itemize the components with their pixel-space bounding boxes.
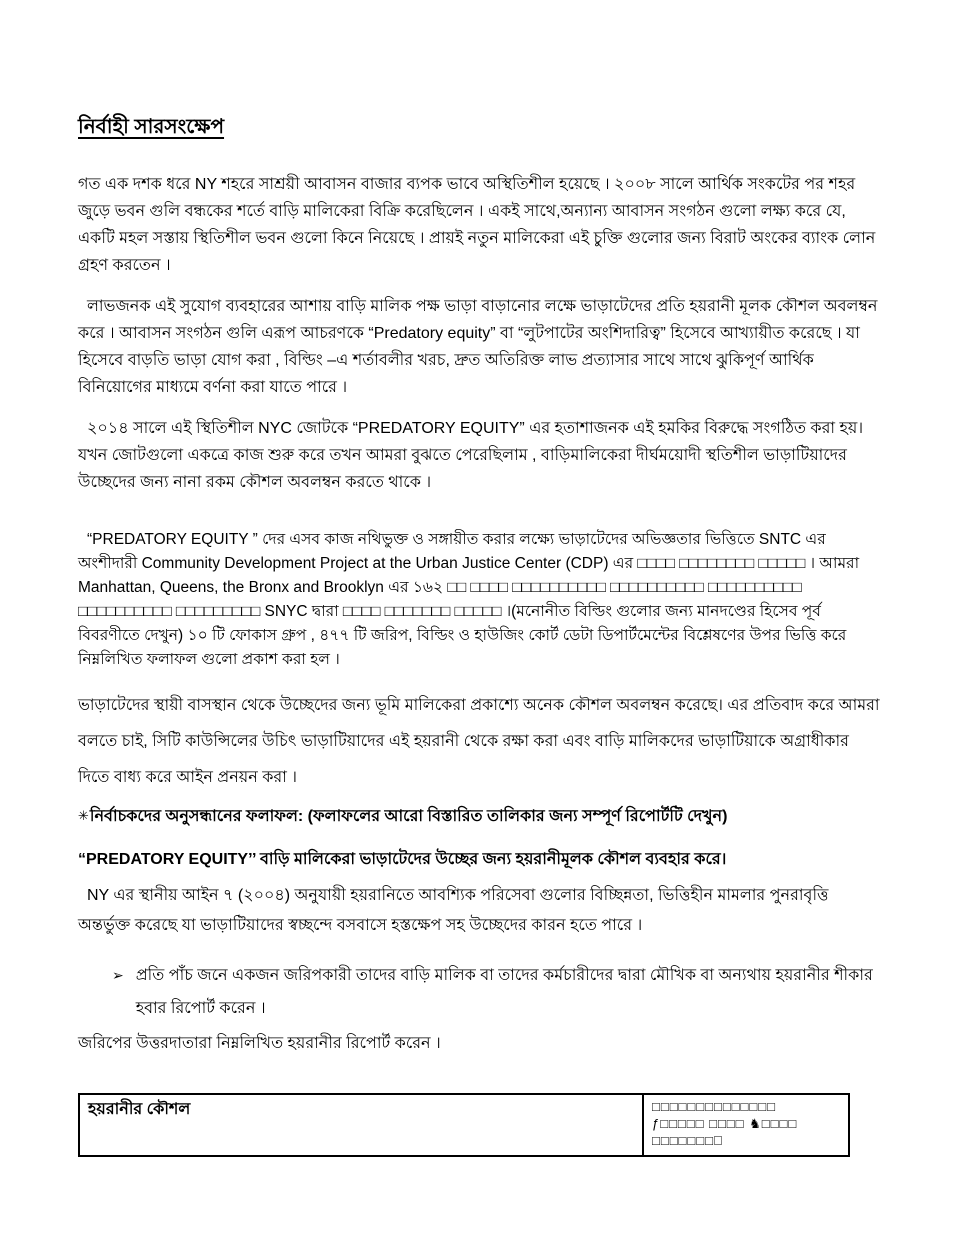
paragraph-landlord-tactics: লাভজনক এই সুযোগ ব্যবহারের আশায় বাড়ি মালিক পক্ষ ভাড়া বাড়ানোর লক্ষে ভাড়াটেদের প্রতি হয়রানী মূলক কৌশল অবলম্বন করে । আবাসন সংগঠন গুলি এরূপ আচরণকে “Predatory equity” বা “লুটপাটের অংশিদারিত্ব” হিসেবে আখ্যায়ীত করেছে । যা হিসেবে বাড়তি ভাড়া যোগ করা , বিল্ডিং –এ শর্তাবলীর খরচ, দ্রুত অতিরিক্ত লাভ প্রত্যাসার সাথে সাথে ঝুকিপূর্ণ আর্থিক বিনিয়োগের মাধ্যমে বর্ণনা করা যাতে পারে । — [78, 298, 878, 396]
paragraph-housing-market: গত এক দশক ধরে NY শহরে সাশ্রয়ী আবাসন বাজার ব্যপক ভাবে অস্থিতিশীল হয়েছে । ২০০৮ সালে আর্থিক সংকটের পর শহর জুড়ে ভবন গুলি বন্ধকের শর্তে বাড়ি মালিকেরা বিক্রি করেছিলেন । একই সাথে,অন্যান্য আবাসন সংগঠন গুলো লক্ষ্য করে যে, একটি মহল সস্তায় স্থিতিশীল ভবন গুলো কিনে নিয়েছে । প্রায়ই নতুন মালিকেরা এই চুক্তি গুলোর জন্য বিরাট অংকের ব্যাংক লোন গ্রহণ করতেন । — [78, 176, 876, 274]
bullet-item-harassment-stat — [112, 959, 882, 1025]
garbled-text-line: □□□□□□□□□□□□□□ — [652, 1099, 776, 1114]
paragraph-cdp-methodology: “PREDATORY EQUITY ” দের এসব কাজ নথিভুক্ত ও সঙ্গায়ীত করার লক্ষ্যে ভাড়াটেদের অভিজ্ঞতার ভিত্তিতে SNTC এর অংশীদারী Community Development Project at the Urban Justice Center (CDP) এর □□□□ □□□□□□□□ □□□□□ । আমরা Manhattan, Queens, the Bronx and Brooklyn এর ১৬২ □□ □□□□ □□□□□□□□□□ □□□□□□□□□□ □□□□□□□□□□ □□□□□□□□□□ □□□□□□□□□ SNYC দ্বারা □□□□ □□□□□□□ □□□□□ ।(মনোনীত বিল্ডিং গুলোর জন্য মানদণ্ডের হিসেব পূর্ব বিবরণীতে দেখুন) ১০ টি ফোকাস গ্রুপ , ৪৭৭ টি জরিপ, বিল্ডিং ও হাউজিং কোর্ট ডেটা ডিপার্টমেন্টের বিশ্লেষণের উপর ভিত্তি করে নিম্নলিখিত ফলাফল গুলো প্রকাশ করা হল । — [78, 531, 860, 668]
table-header-harassment-tactics: হয়রানীর কৌশল — [79, 1094, 643, 1156]
paragraph-city-council-demand: ভাড়াটেদের স্থায়ী বাসস্থান থেকে উচ্ছেদের জন্য ভূমি মালিকেরা প্রকাশ্যে অনেক কৌশল অবলম্বন করেছে। এর প্রতিবাদ করে আমরা বলতে চাই, সিটি কাউন্সিলের উচিৎ ভাড়াটিয়াদের এই হয়রানী থেকে রক্ষা করা এবং বাড়ি মালিকদের ভাড়াটিয়াকে অগ্রাধীকার দিতে বাধ্য করে আইন প্রনয়ন করা । — [78, 697, 880, 786]
garbled-text-line: □□□□□□□ঃ — [652, 1133, 724, 1148]
asterisk-icon: ✳ — [78, 808, 89, 823]
paragraph-nyc-coalition: ২০১৪ সালে এই স্থিতিশীল NYC জোটকে “PREDATORY EQUITY” এর হতাশাজনক এই হমকির বিরুদ্ধে সংগঠিত করা হয়। যখন জোটগুলো একত্রে কাজ শুরু করে তখন আমরা বুঝতে পেরেছিলাম , বাড়িমালিকেরা দীর্ঘময়োদী স্থতিশীল ভাড়াটিয়াদের উচ্ছেদের জন্য নানা রকম কৌশল অবলম্বন করতে থাকে । — [78, 420, 864, 491]
document-title: নির্বাহী সারসংক্ষেপ — [78, 116, 225, 138]
bullet-text: প্রতি পাঁচ জনে একজন জরিপকারী তাদের বাড়ি মালিক বা তাদের কর্মচারীদের দ্বারা মৌখিক বা অন্যথায় হয়রানীর শীকার হবার রিপোর্ট করেন । — [135, 967, 873, 1017]
paragraph-local-law-7: NY এর স্থানীয় আইন ৭ (২০০৪) অনুযায়ী হয়রানিতে আবশ্যিক পরিসেবা গুলোর বিচ্ছিন্নতা, ভিত্তিহীন মামলার পুনরাবৃত্তি অন্তর্ভুক্ত করেছে যা ভাড়াটিয়াদের স্বচ্ছন্দে বসবাসে হস্তক্ষেপ সহ উচ্ছেদের কারন হতে পারে । — [78, 887, 829, 934]
table-header-row — [79, 1094, 849, 1156]
predatory-equity-statement: “PREDATORY EQUITY’’ বাড়ি মালিকেরা ভাড়াটেদের উচ্ছের জন্য হয়রানীমূলক কৌশল ব্যবহার করে। — [78, 851, 727, 868]
findings-heading — [78, 802, 882, 830]
harassment-tactics-table — [78, 1093, 850, 1157]
paragraph-survey-respondents: জরিপের উত্তরদাতারা নিম্নলিখিত হয়রানীর রিপোর্ট করেন । — [78, 1035, 441, 1052]
garbled-text-line: ƒ□□□□□ □□□□ ♞□□□□ — [652, 1116, 798, 1131]
arrow-bullet-icon: ➢ — [112, 967, 124, 983]
table-header-garbled-cell — [643, 1094, 849, 1156]
findings-heading-text: নির্বাচকদের অনুসন্ধানের ফলাফল: (ফলাফলের আরো বিস্তারিত তালিকার জন্য সম্পূর্ণ রিপোর্টটি দেখুন) — [89, 808, 728, 825]
